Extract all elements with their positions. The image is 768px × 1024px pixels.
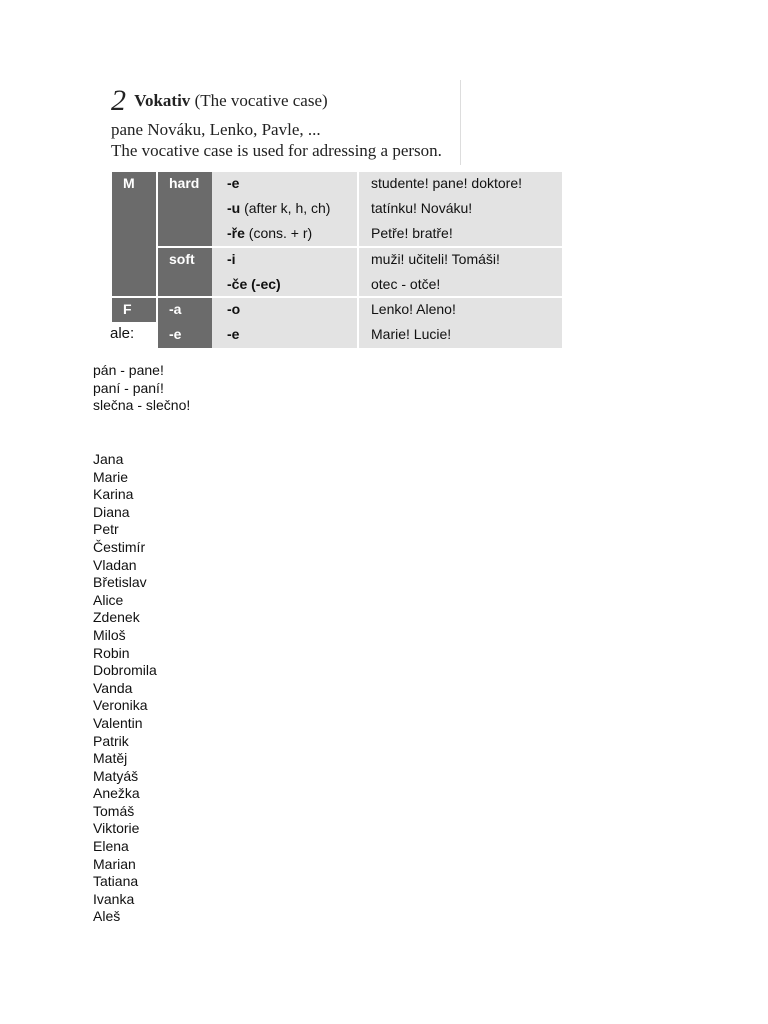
section-subtitle: (The vocative case) — [194, 91, 328, 110]
list-item: Vanda — [93, 679, 133, 696]
list-item: Valentin — [93, 714, 143, 731]
example-cell: muži! učiteli! Tomáši! — [371, 251, 500, 267]
list-item: Anežka — [93, 785, 140, 802]
gender-f-label: F — [123, 301, 132, 317]
list-item: Petr — [93, 521, 119, 538]
list-item: Robin — [93, 644, 130, 661]
vocative-table — [112, 172, 562, 348]
example-cell: Lenko! Aleno! — [371, 301, 456, 317]
example-cell: studente! pane! doktore! — [371, 175, 522, 191]
list-item: Jana — [93, 451, 124, 467]
list-item: Marian — [93, 855, 136, 872]
example-cell: Marie! Lucie! — [371, 326, 452, 342]
gender-m-label: M — [123, 175, 135, 191]
textbook-scan-heading — [105, 80, 475, 165]
section-heading — [111, 84, 328, 118]
separator — [158, 246, 562, 248]
ending-cell: -u (after k, h, ch) — [227, 200, 331, 216]
list-item: Matěj — [93, 750, 128, 767]
list-item: Tomáš — [93, 802, 135, 819]
list-item: pán - pane! — [93, 362, 164, 378]
ending-cell: -če (-ec) — [227, 276, 281, 292]
list-item: Aleš — [93, 908, 121, 925]
list-item: Dobromila — [93, 662, 157, 679]
separator — [357, 172, 359, 348]
ending-cell: -ře (cons. + r) — [227, 225, 313, 241]
f-a-label: -a — [169, 301, 182, 317]
f-endings-block — [158, 298, 212, 348]
list-item: Viktorie — [93, 820, 140, 837]
list-item: Alice — [93, 591, 124, 608]
hard-label: hard — [169, 175, 200, 191]
example-cell: tatínku! Nováku! — [371, 200, 473, 216]
soft-label: soft — [169, 251, 195, 267]
list-item: Marie — [93, 468, 129, 485]
list-item: Břetislav — [93, 574, 147, 591]
gender-f-block — [112, 298, 156, 322]
title-pairs-list — [93, 362, 190, 415]
ending-cell: -e — [227, 326, 240, 342]
scan-bleed-through — [460, 80, 475, 165]
list-item: Patrik — [93, 732, 129, 749]
list-item: Matyáš — [93, 767, 139, 784]
separator — [156, 172, 158, 348]
section-title: Vokativ — [134, 91, 191, 110]
list-item: Elena — [93, 838, 129, 855]
description-line: The vocative case is used for adressing a person. — [111, 141, 442, 160]
list-item: slečna - slečno! — [93, 397, 191, 414]
list-item: Veronika — [93, 697, 148, 714]
list-item: Miloš — [93, 626, 126, 643]
list-item: Vladan — [93, 556, 137, 573]
example-line: pane Nováku, Lenko, Pavle, ... — [111, 120, 321, 139]
names-list — [93, 451, 157, 926]
section-number: 2 — [111, 84, 126, 117]
example-cell: Petře! bratře! — [371, 225, 453, 241]
ending-cell: -i — [227, 251, 236, 267]
list-item: Diana — [93, 503, 130, 520]
list-item: Karina — [93, 486, 134, 503]
list-item: Ivanka — [93, 890, 135, 907]
list-item: Čestimír — [93, 538, 146, 555]
ale-label: ale: — [110, 325, 135, 342]
ending-cell: -e — [227, 175, 240, 191]
list-item: Tatiana — [93, 873, 139, 890]
example-cell: otec - otče! — [371, 276, 441, 292]
list-item: Zdenek — [93, 609, 140, 626]
f-e-label: -e — [169, 326, 182, 342]
list-item: paní - paní! — [93, 379, 164, 396]
separator — [112, 296, 562, 298]
ending-cell: -o — [227, 301, 241, 317]
